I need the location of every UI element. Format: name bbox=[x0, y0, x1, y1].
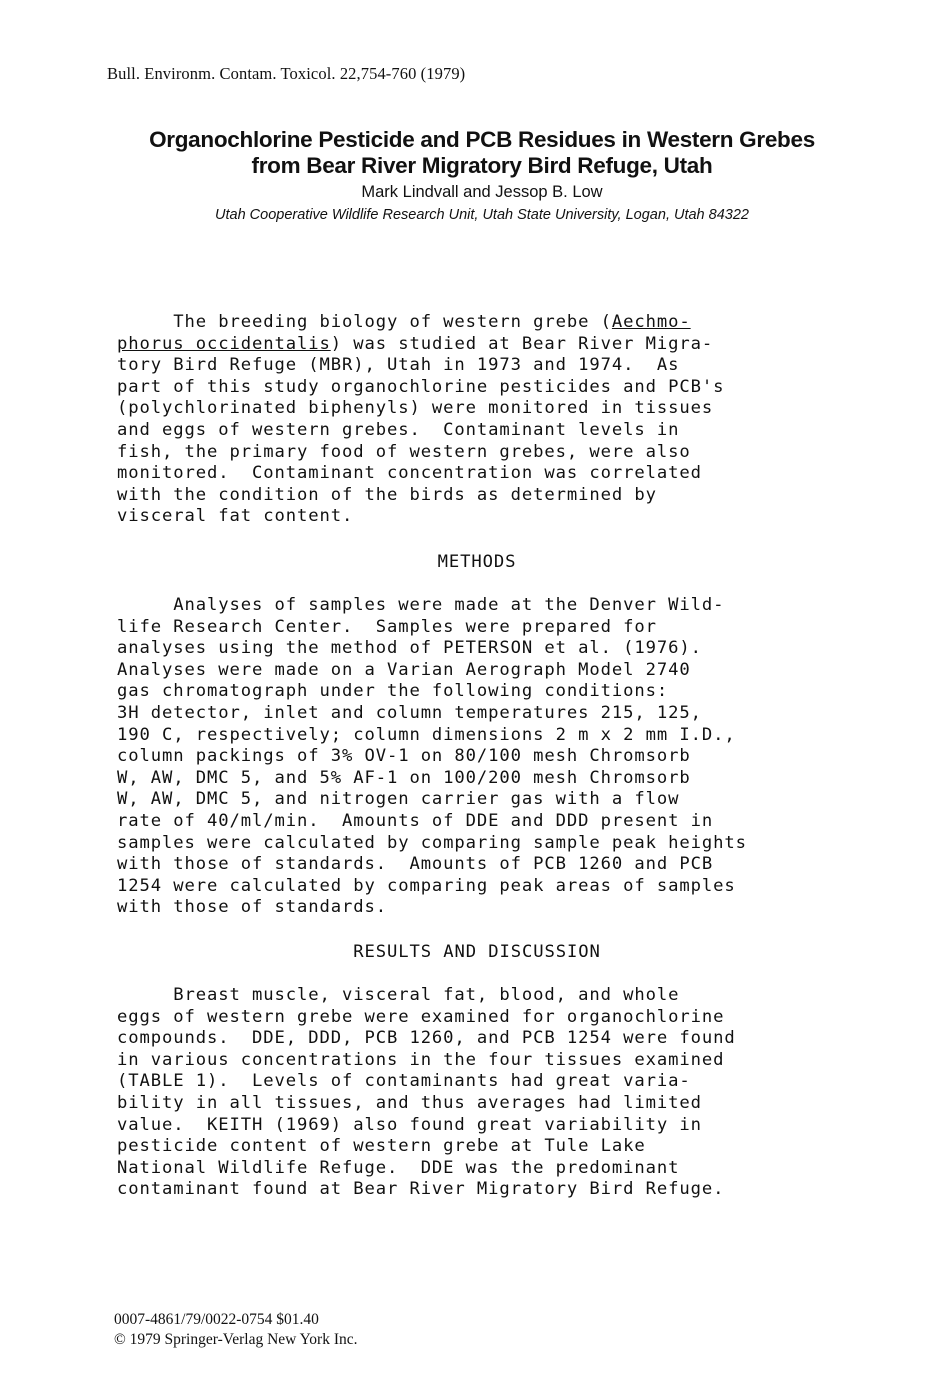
body-line: Analyses of samples were made at the Denver Wild- bbox=[117, 595, 725, 615]
body-line: Analyses were made on a Varian Aerograph Model 2740 bbox=[117, 659, 691, 680]
article-title bbox=[60, 127, 904, 179]
issn-code: 0007-4861/79/0022-0754 $01.40 bbox=[114, 1311, 319, 1328]
body-line: monitored. Contaminant concentration was correlated bbox=[117, 463, 702, 484]
body-line: analyses using the method of PETERSON et al. (1976). bbox=[117, 638, 702, 659]
body-line: 190 C, respectively; column dimensions 2 m x 2 mm I.D., bbox=[117, 724, 736, 745]
copyright: © 1979 Springer-Verlag New York Inc. bbox=[114, 1331, 358, 1348]
body-line: contaminant found at Bear River Migratory Bird Refuge. bbox=[117, 1179, 725, 1200]
footer bbox=[114, 1310, 358, 1350]
section-heading-methods: METHODS bbox=[437, 552, 517, 572]
body-line: National Wildlife Refuge. DDE was the predominant bbox=[117, 1157, 680, 1178]
body-line: fish, the primary food of western grebes, were also bbox=[117, 441, 691, 462]
body-line: W, AW, DMC 5, and nitrogen carrier gas with a flow bbox=[117, 789, 680, 810]
body-line: pesticide content of western grebe at Tule Lake bbox=[117, 1136, 646, 1157]
body-line: in various concentrations in the four tissues examined bbox=[117, 1049, 725, 1070]
body-line: (polychlorinated biphenyls) were monitored in tissues bbox=[117, 398, 714, 419]
body-line: part of this study organochlorine pesticides and PCB's bbox=[117, 376, 725, 397]
body-line: bility in all tissues, and thus averages had limited bbox=[117, 1092, 702, 1113]
affiliation: Utah Cooperative Wildlife Research Unit, Utah State University, Logan, Utah 84322 bbox=[215, 207, 749, 223]
body-line: rate of 40/ml/min. Amounts of DDE and DDD present in bbox=[117, 810, 714, 831]
body-line: The breeding biology of western grebe (Aechmo- bbox=[117, 312, 691, 332]
results-paragraph bbox=[117, 985, 736, 1201]
body-line: W, AW, DMC 5, and 5% AF-1 on 100/200 mesh Chromsorb bbox=[117, 767, 691, 788]
body-line: eggs of western grebe were examined for organochlorine bbox=[117, 1006, 725, 1027]
title-line-2: from Bear River Migratory Bird Refuge, Utah bbox=[251, 153, 713, 178]
authors: Mark Lindvall and Jessop B. Low bbox=[361, 183, 603, 201]
body-line: samples were calculated by comparing sample peak heights bbox=[117, 832, 747, 853]
body-line: Breast muscle, visceral fat, blood, and whole bbox=[117, 985, 680, 1005]
body-line: tory Bird Refuge (MBR), Utah in 1973 and 1974. As bbox=[117, 355, 680, 376]
body-line: 1254 were calculated by comparing peak areas of samples bbox=[117, 875, 736, 896]
species-name-part-2: phorus occidentalis bbox=[117, 333, 331, 354]
section-heading-results: RESULTS AND DISCUSSION bbox=[353, 942, 601, 962]
body-line: with those of standards. Amounts of PCB 1260 and PCB bbox=[117, 854, 714, 875]
journal-citation: Bull. Environm. Contam. Toxicol. 22,754-760 (1979) bbox=[107, 64, 466, 83]
methods-paragraph bbox=[117, 595, 747, 919]
body-line: life Research Center. Samples were prepared for bbox=[117, 616, 657, 637]
body-line: value. KEITH (1969) also found great variability in bbox=[117, 1114, 702, 1135]
species-name-part-1: Aechmo- bbox=[611, 312, 691, 332]
body-line: and eggs of western grebes. Contaminant levels in bbox=[117, 419, 680, 440]
body-line: 3H detector, inlet and column temperatures 215, 125, bbox=[117, 702, 702, 723]
body-line: column packings of 3% OV-1 on 80/100 mesh Chromsorb bbox=[117, 746, 691, 767]
title-line-1: Organochlorine Pesticide and PCB Residues in Western Grebes bbox=[149, 127, 815, 152]
body-line: (TABLE 1). Levels of contaminants had great varia- bbox=[117, 1071, 691, 1092]
intro-paragraph bbox=[117, 312, 724, 528]
body-line: phorus occidentalis) was studied at Bear River Migra- bbox=[117, 333, 714, 354]
body-line: visceral fat content. bbox=[117, 506, 354, 527]
body-line: with the condition of the birds as determined by bbox=[117, 484, 657, 505]
body-line: compounds. DDE, DDD, PCB 1260, and PCB 1254 were found bbox=[117, 1028, 736, 1049]
body-line: gas chromatograph under the following conditions: bbox=[117, 681, 669, 702]
body-line: with those of standards. bbox=[117, 897, 387, 918]
